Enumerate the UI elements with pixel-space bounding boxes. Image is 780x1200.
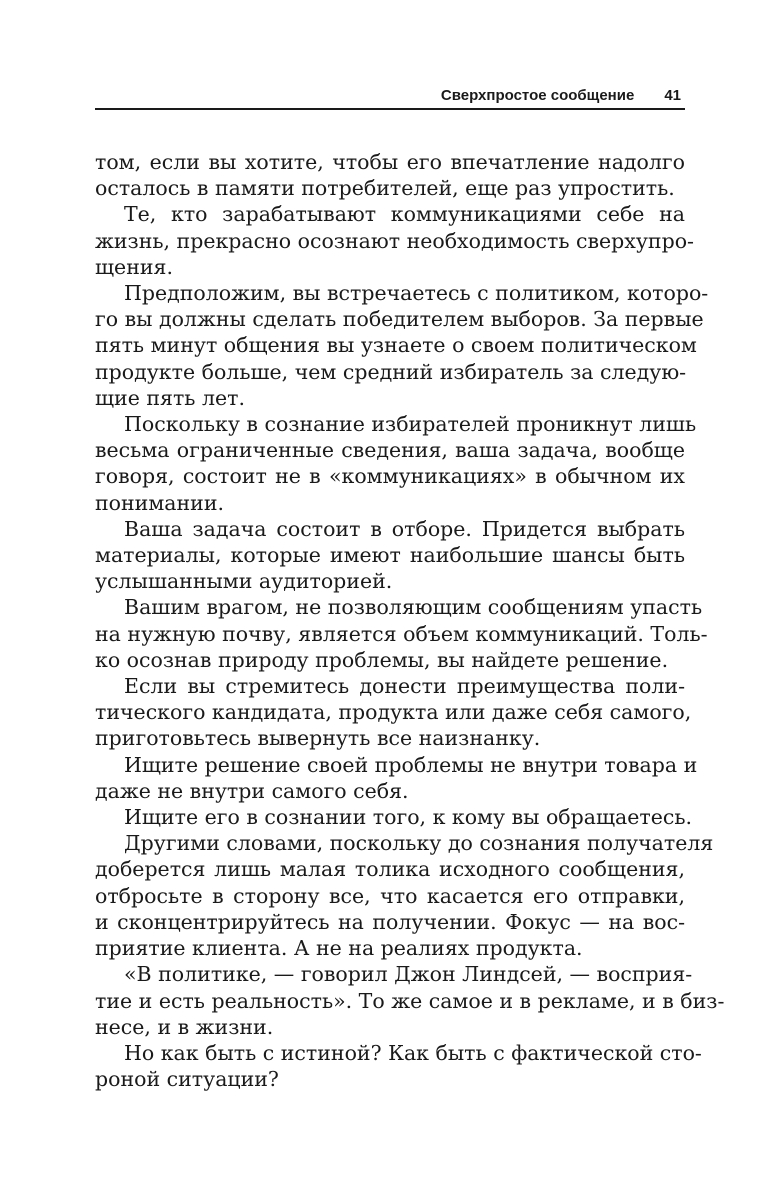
text-line: том, если вы хотите, чтобы его впечатление надолго: [95, 150, 685, 174]
text-line: щения.: [95, 254, 173, 279]
text-line: Предположим, вы встречаетесь с политиком, которо-: [124, 281, 709, 306]
text-line: жизнь, прекрасно осознают необходимость сверхупро-: [95, 228, 694, 253]
text-line: щие пять лет.: [95, 385, 245, 410]
text-line: тического кандидата, продукта или даже себя самого,: [95, 700, 692, 725]
text-line: Ищите его в сознании того, к кому вы обращаетесь.: [124, 805, 693, 830]
text-line: материалы, которые имеют наибольшие шансы быть: [95, 543, 685, 568]
text-line: продукте больше, чем средний избиратель за следую-: [95, 359, 687, 384]
text-line: Ищите решение своей проблемы не внутри товара и: [124, 752, 698, 777]
text-line: отбросьте в сторону все, что касается его отправки,: [95, 883, 685, 908]
text-line: ко осознав природу проблемы, вы найдете решение.: [95, 647, 669, 672]
text-line: понимании.: [95, 490, 225, 515]
text-line: «В политике, — говорил Джон Линдсей, — восприя-: [124, 962, 693, 987]
text-line: тие и есть реальность». То же самое и в рекламе, и в биз-: [95, 988, 725, 1013]
text-line: Но как быть с истиной? Как быть с фактической сто-: [124, 1040, 702, 1065]
text-line: весьма ограниченные сведения, ваша задача, вообще: [95, 438, 685, 463]
text-line: Поскольку в сознание избирателей проникнут лишь: [124, 412, 697, 437]
text-line: Ваша задача состоит в отборе. Придется выбрать: [124, 516, 685, 541]
page-number: 41: [664, 87, 681, 104]
text-line: несе, и в жизни.: [95, 1014, 274, 1039]
text-line: Те, кто зарабатывают коммуникациями себе на: [124, 202, 685, 227]
text-line: Вашим врагом, не позволяющим сообщениям упасть: [124, 595, 703, 620]
text-line: го вы должны сделать победителем выборов. За первые: [95, 307, 704, 332]
text-line: доберется лишь малая толика исходного сообщения,: [95, 857, 685, 882]
text-line: даже не внутри самого себя.: [95, 778, 409, 803]
text-line: говоря, состоит не в «коммуникациях» в обычном их: [95, 464, 685, 489]
text-line: на нужную почву, является объем коммуникаций. Толь-: [95, 621, 708, 646]
text-line: пять минут общения вы узнаете о своем политическом: [95, 333, 697, 358]
text-line: услышанными аудиторией.: [95, 569, 393, 594]
text-line: приготовьтесь вывернуть все наизнанку.: [95, 726, 541, 751]
running-title: Сверхпростое сообщение: [440, 87, 635, 104]
text-line: приятие клиента. А не на реалиях продукта.: [95, 936, 583, 961]
text-line: Другими словами, поскольку до сознания получателя: [124, 831, 714, 856]
text-line: Если вы стремитесь донести преимущества поли-: [124, 674, 685, 699]
body-text: [95, 149, 725, 1092]
text-line: и сконцентрируйтесь на получении. Фокус — на вос-: [95, 909, 685, 934]
text-line: осталось в памяти потребителей, еще раз упростить.: [95, 176, 675, 201]
text-line: роной ситуации?: [95, 1067, 279, 1092]
running-head: [95, 80, 685, 110]
